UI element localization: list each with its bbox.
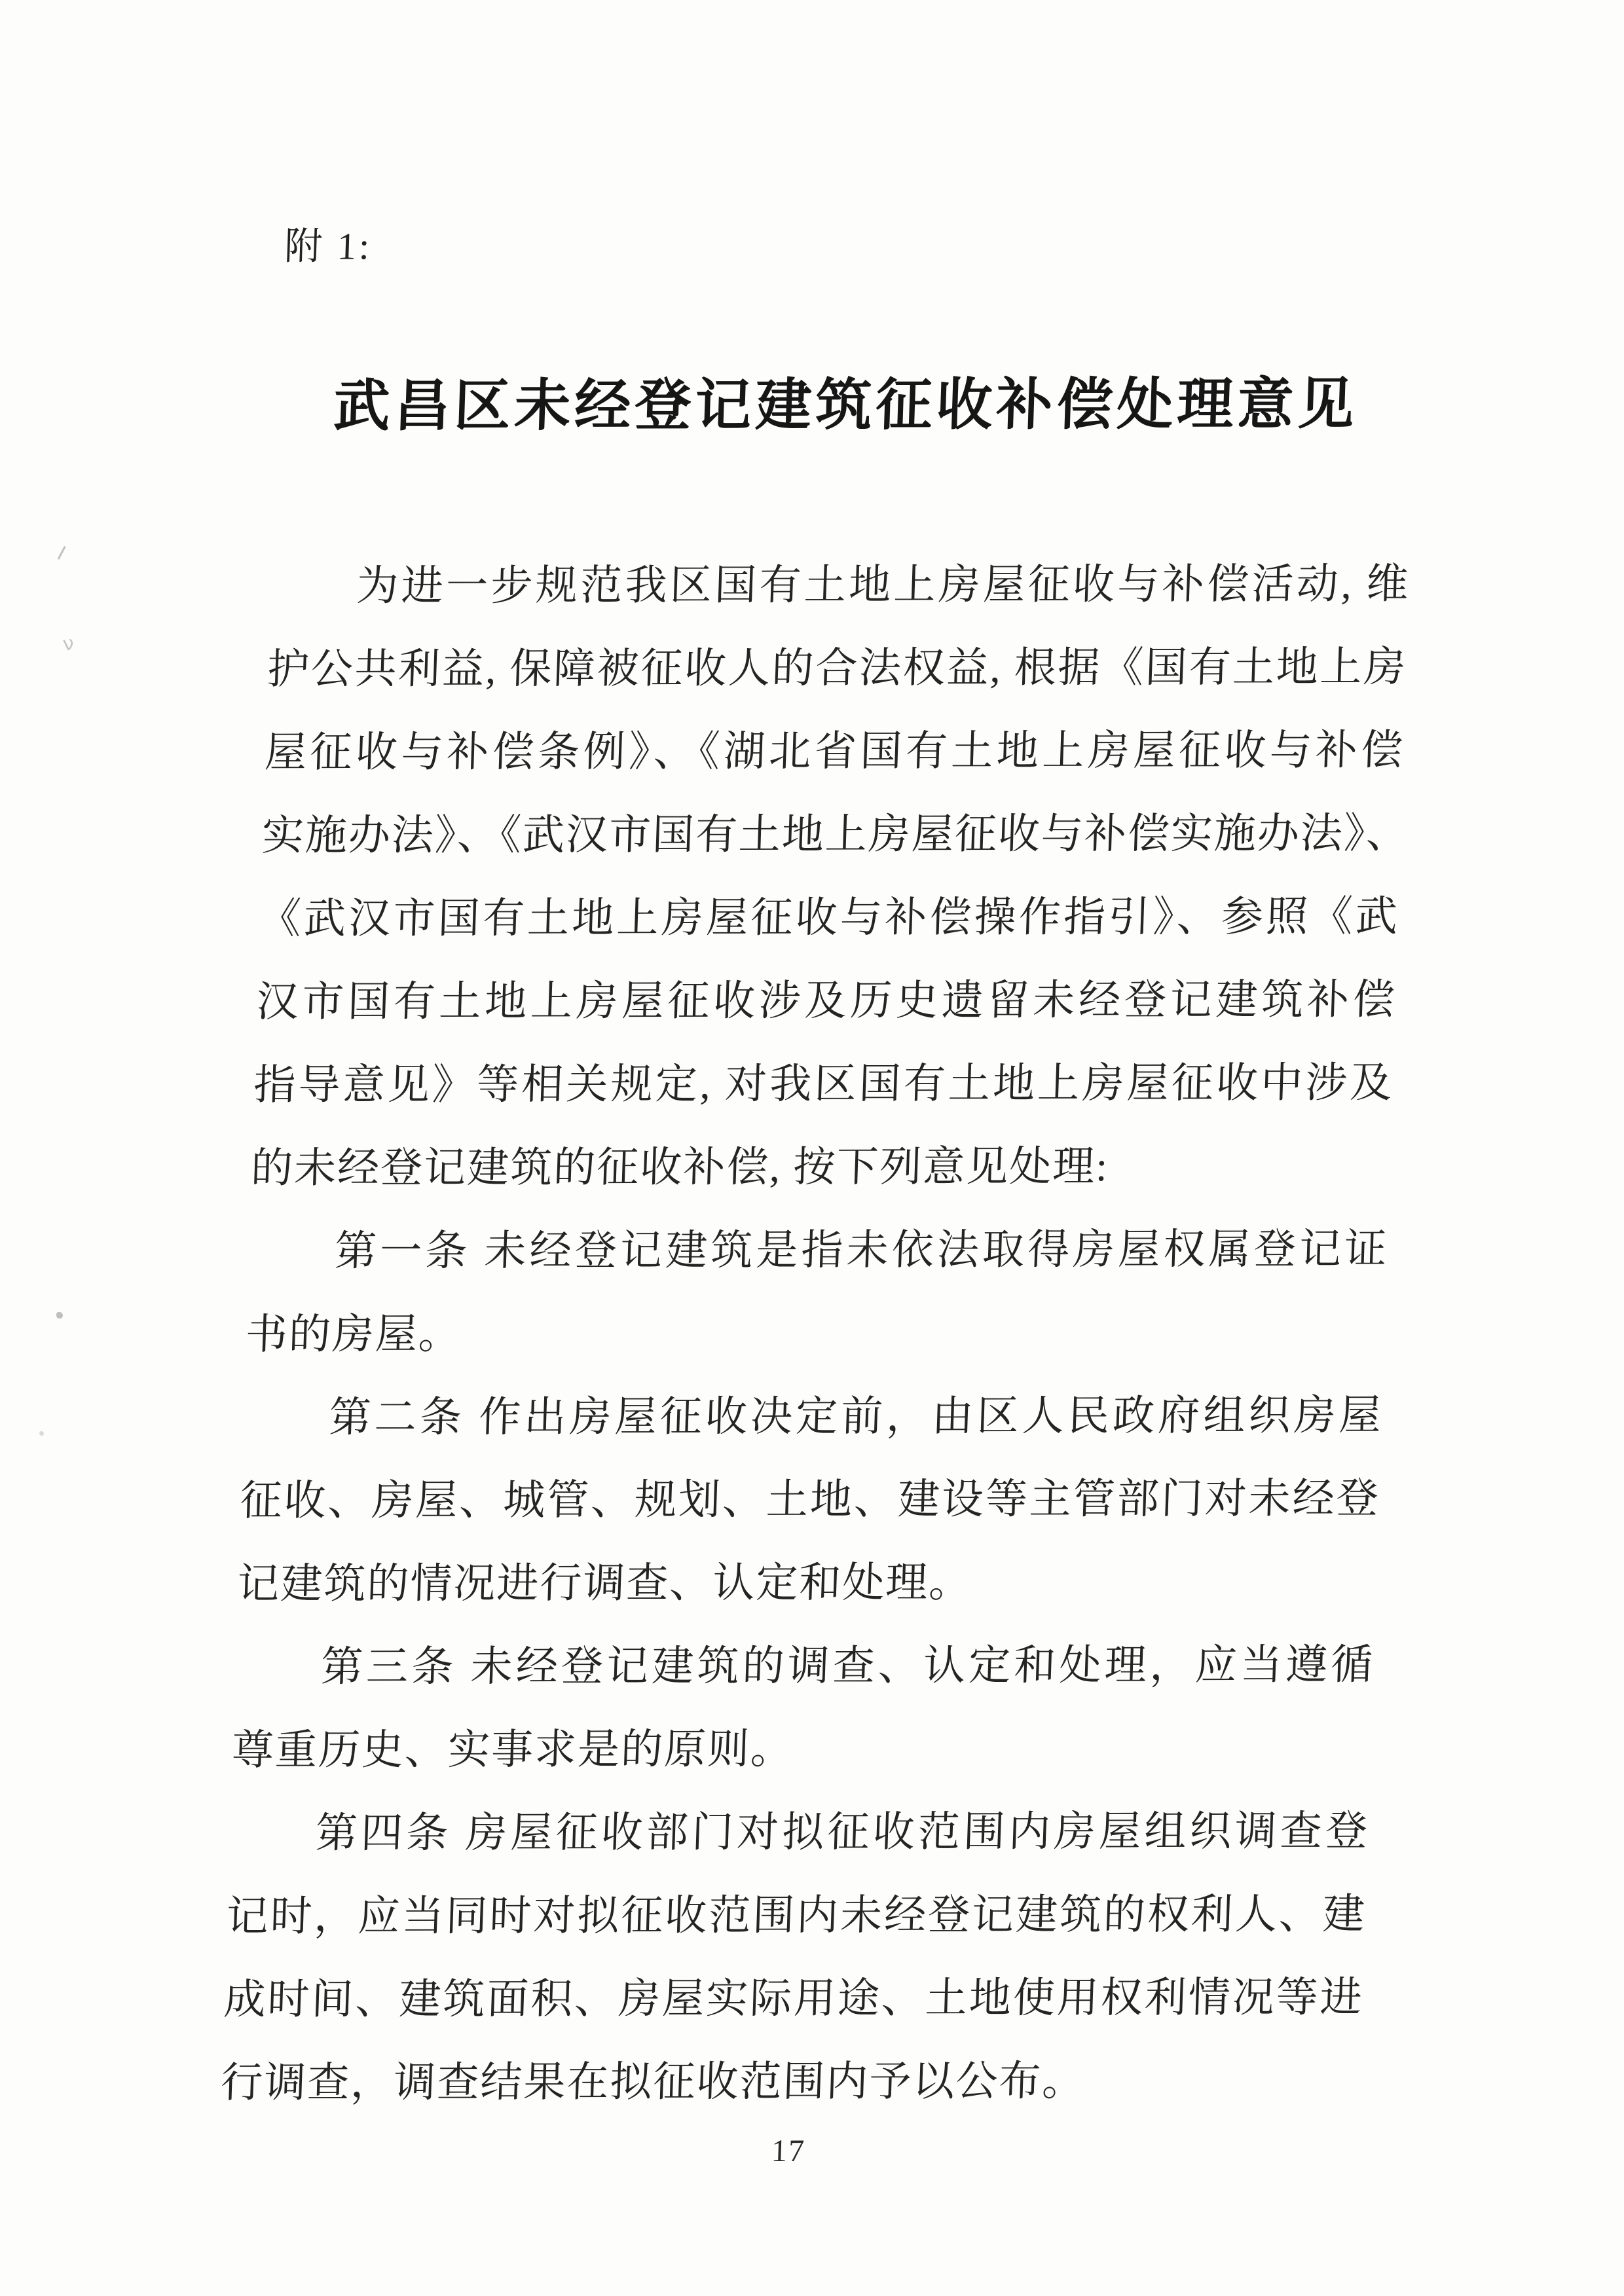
- document-body: [219, 542, 1411, 2124]
- article-2-line: 第二条 作出房屋征收决定前，由区人民政府组织房屋: [328, 1392, 1384, 1441]
- article-2-line: 征收、房屋、城管、规划、土地、建设等主管部门对未经登: [239, 1475, 1380, 1524]
- text-line: 为进一步规范我区国有土地上房屋征收与补偿活动, 维: [356, 560, 1411, 610]
- attachment-label: 附 1:: [284, 225, 373, 268]
- article-2-line: 记建筑的情况进行调查、认定和处理。: [236, 1559, 973, 1607]
- text-line: 指导意见》等相关规定, 对我区国有土地上房屋征收中涉及: [253, 1059, 1394, 1108]
- article-1-line: 书的房屋。: [244, 1311, 463, 1358]
- text-line: 的未经登记建筑的征收补偿, 按下列意见处理:: [250, 1143, 1110, 1192]
- article-4-line: 行调查，调查结果在拟征收范围内予以公布。: [220, 2058, 1086, 2106]
- text-line: 汉市国有土地上房屋征收涉及历史遗留未经登记建筑补偿: [255, 976, 1397, 1025]
- scan-artifact: [39, 1431, 44, 1436]
- article-4-line: 成时间、建筑面积、房屋实际用途、土地使用权利情况等进: [223, 1974, 1364, 2023]
- scan-artifact: ν: [61, 632, 76, 656]
- document-title: 武昌区未经登记建筑征收补偿处理意见: [332, 373, 1359, 438]
- text-line: 屋征收与补偿条例》、《湖北省国有土地上房屋征收与补偿: [263, 727, 1405, 776]
- page-number: 17: [771, 2133, 806, 2169]
- article-1-line: 第一条 未经登记建筑是指未依法取得房屋权属登记证: [333, 1226, 1389, 1275]
- scan-artifact: [56, 1312, 63, 1319]
- article-4-line: 记时，应当同时对拟征收范围内未经登记建筑的权利人、建: [225, 1891, 1367, 1940]
- article-4-line: 第四条 房屋征收部门对拟征收范围内房屋组织调查登: [314, 1808, 1370, 1857]
- text-line: 实施办法》、《武汉市国有土地上房屋征收与补偿实施办法》、: [261, 810, 1411, 859]
- article-3-line: 尊重历史、实事求是的原则。: [231, 1725, 795, 1774]
- text-line: 护公共利益, 保障被征收人的合法权益, 根据《国有土地上房: [267, 644, 1408, 693]
- text-line: 《武汉市国有土地上房屋征收与补偿操作指引》、参照《武: [258, 893, 1400, 942]
- article-3-line: 第三条 未经登记建筑的调查、认定和处理，应当遵循: [320, 1641, 1375, 1690]
